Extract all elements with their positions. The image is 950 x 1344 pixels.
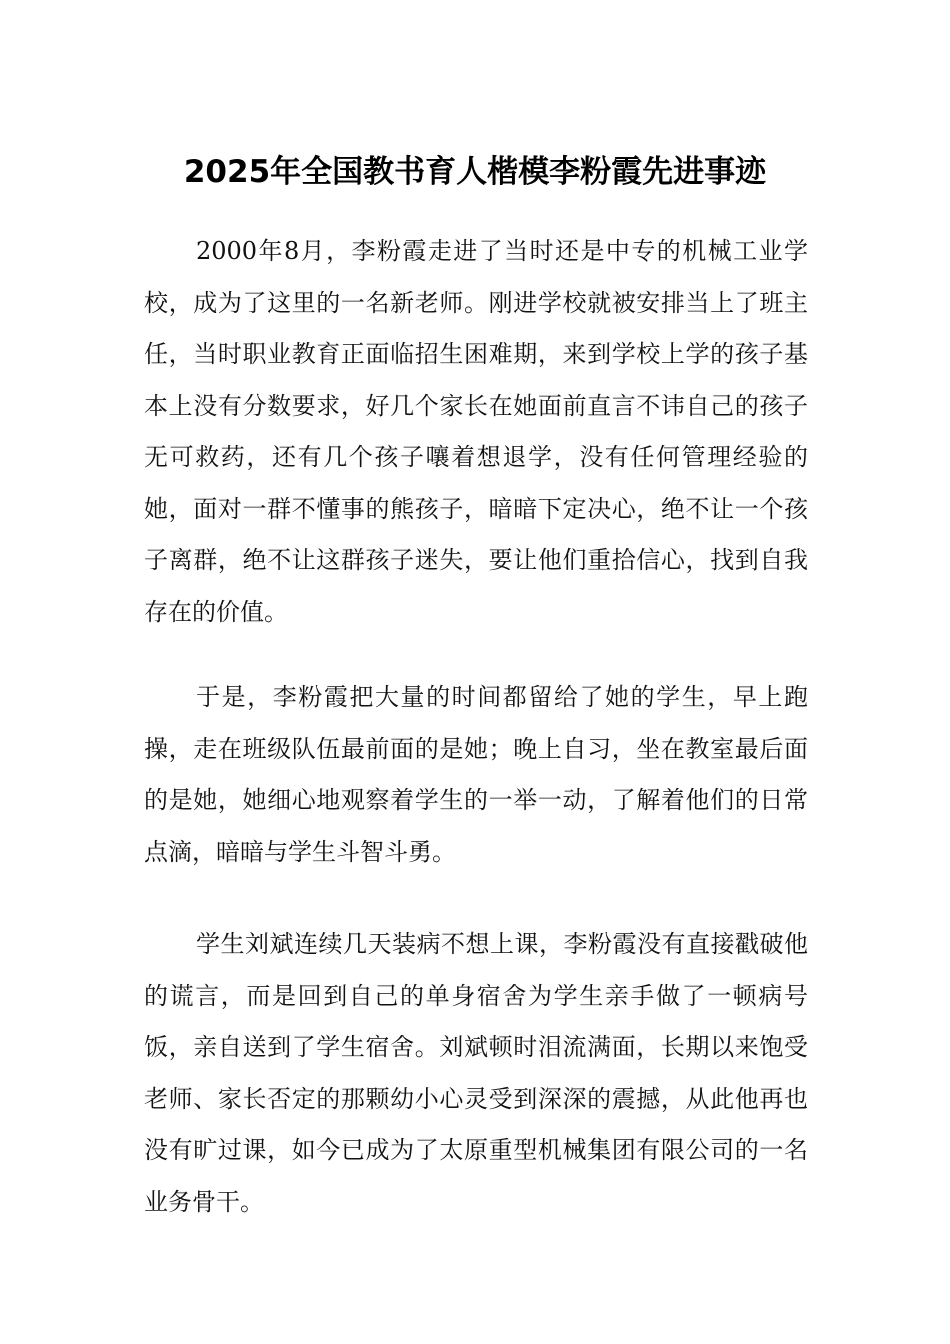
paragraph-3: 学生刘斌连续几天装病不想上课，李粉霞没有直接戳破他的谎言，而是回到自己的单身宿舍为学生亲手做了一顿病号饭，亲自送到了学生宿舍。刘斌顿时泪流满面，长期以来饱受老师、家长否定的那颗幼小心灵受到深深的震撼，从此他再也没有旷过课，如今已成为了太原重型机械集团有限公司的一名业务骨干。: [144, 930, 808, 1216]
document-title: 2025年全国教书育人楷模李粉霞先进事迹: [183, 153, 767, 190]
paragraph-2: 于是，李粉霞把大量的时间都留给了她的学生，早上跑操，走在班级队伍最前面的是她；晚上自习，坐在教室最后面的是她，她细心地观察着学生的一举一动，了解着他们的日常点滴，暗暗与学生斗智斗勇。: [144, 683, 808, 866]
paragraph-1: 2000年8月，李粉霞走进了当时还是中专的机械工业学校，成为了这里的一名新老师。刚进学校就被安排当上了班主任，当时职业教育正面临招生困难期，来到学校上学的孩子基本上没有分数要求，好几个家长在她面前直言不讳自己的孩子无可救药，还有几个孩子嚷着想退学，没有任何管理经验的她，面对一群不懂事的熊孩子，暗暗下定决心，绝不让一个孩子离群，绝不让这群孩子迷失，要让他们重拾信心，找到自我存在的价值。: [144, 237, 808, 626]
